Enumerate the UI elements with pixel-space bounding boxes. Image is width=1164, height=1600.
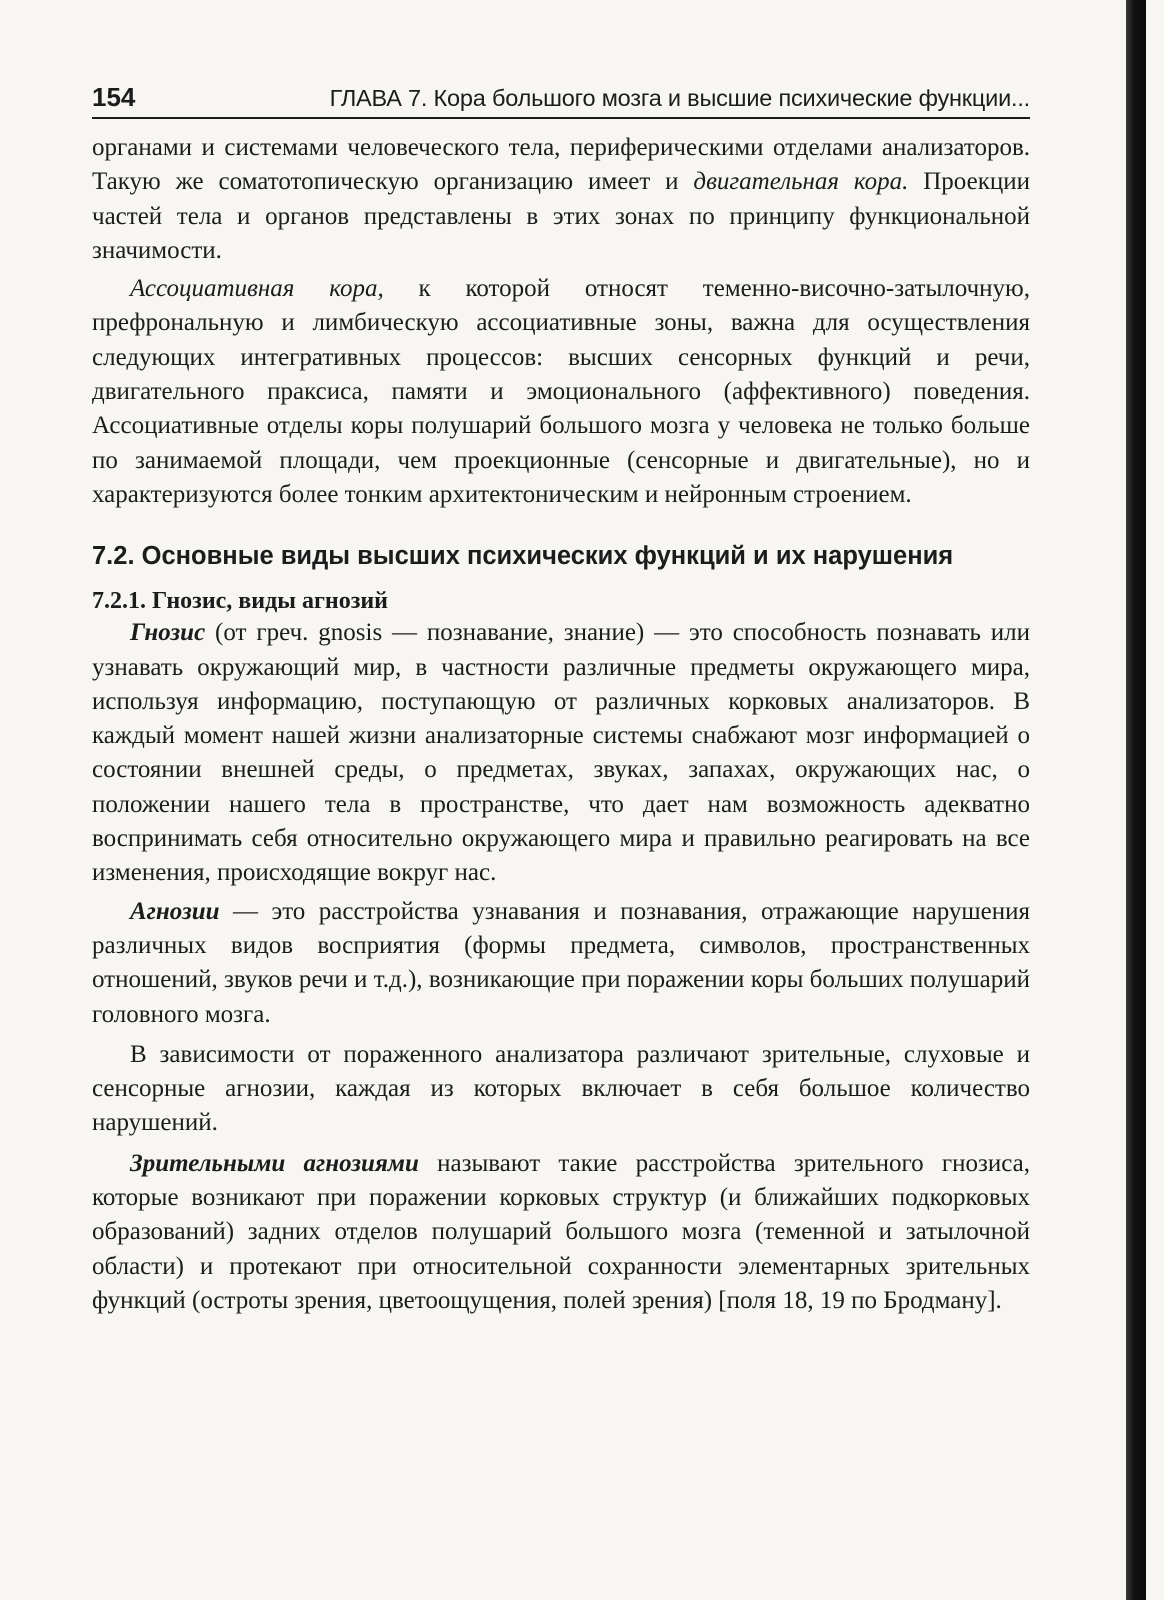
paragraph-text: к которой относят теменно-височно-затылочную, префрональную и лимбическую ассоциативные зоны, важна для осуществления следующих интегративных процессов: высших сенсорных функций и речи, двигательного праксиса, памяти и эмоционального (аффективного) поведения. Ассоциативные отделы коры полушарий большого мозга у человека не только больше по занимаемой площади, чем проекционные (сенсорные и двигательные), но и характеризуются более тонким архитектоническим и нейронным строением.: [92, 275, 1030, 508]
term-gnosis: Гнозис: [130, 619, 206, 647]
body-text: [92, 131, 1030, 1318]
paragraph-agnosia: [92, 895, 1030, 1032]
scan-edge-shadow: [1126, 0, 1146, 1600]
paragraph-visual-agnosia: [92, 1147, 1030, 1318]
chapter-title: ГЛАВА 7. Кора большого мозга и высшие психические функции...: [329, 85, 1030, 111]
paragraph-continuation: [92, 131, 1030, 268]
term-motor-cortex: двигательная кора.: [693, 168, 909, 196]
paragraph-text: В зависимости от пораженного анализатора различают зрительные, слуховые и сенсорные агнозии, каждая из которых включает в себя большое количество нарушений.: [92, 1040, 1030, 1137]
paragraph-association-cortex: [92, 272, 1030, 512]
term-agnosia: Агнозии: [130, 897, 220, 925]
paragraph-text: органами и системами человеческого тела, периферическими отделами анализаторов. Такую же соматотопическую организацию имеет и: [92, 134, 1030, 196]
running-head: [92, 82, 1030, 119]
paragraph-text: называют такие расстройства зрительного гнозиса, которые возникают при поражении корковых структур (и ближайших подкорковых образований) задних отделов полушарий большого мозга (теменной и затылочной области) и протекают при относительной сохранности элементарных зрительных функций (остроты зрения, цветоощущения, полей зрения) [поля 18, 19 по Бродману].: [92, 1149, 1030, 1314]
paragraph-text: Проекции частей тела и органов представлены в этих зонах по принципу функциональной значимости.: [92, 168, 1030, 264]
term-visual-agnosia: Зрительными агнозиями: [130, 1149, 419, 1177]
paragraph-text: (от греч. gnosis — познавание, знание) — это способность познавать или узнавать окружающий мир, в частности различные предметы окружающего мира, используя информацию, поступающую от различных корковых анализаторов. В каждый момент нашей жизни анализаторные системы снабжают мозг информацией о состоянии внешней среды, о предметах, звуках, запахах, окружающих нас, о положении нашего тела в пространстве, что дает нам возможность адекватно воспринимать себя относительно окружающего мира и правильно реагировать на все изменения, происходящие вокруг нас.: [92, 619, 1030, 887]
page-number: 154: [92, 82, 136, 112]
term-association-cortex: Ассоциативная кора,: [130, 275, 384, 303]
paragraph-text: — это расстройства узнавания и познавания, отражающие нарушения различных видов восприятия (формы предмета, символов, пространственных отношений, звуков речи и т.д.), возникающие при поражении коры больших полушарий головного мозга.: [92, 897, 1030, 1028]
subsection-heading: 7.2.1. Гнозис, виды агнозий: [92, 588, 389, 615]
book-page: [92, 82, 1030, 1318]
paragraph-agnosia-types: [92, 1038, 1030, 1141]
paragraph-gnosis: [92, 616, 1030, 890]
section-heading: 7.2. Основные виды высших психических функций и их нарушения: [92, 542, 954, 571]
